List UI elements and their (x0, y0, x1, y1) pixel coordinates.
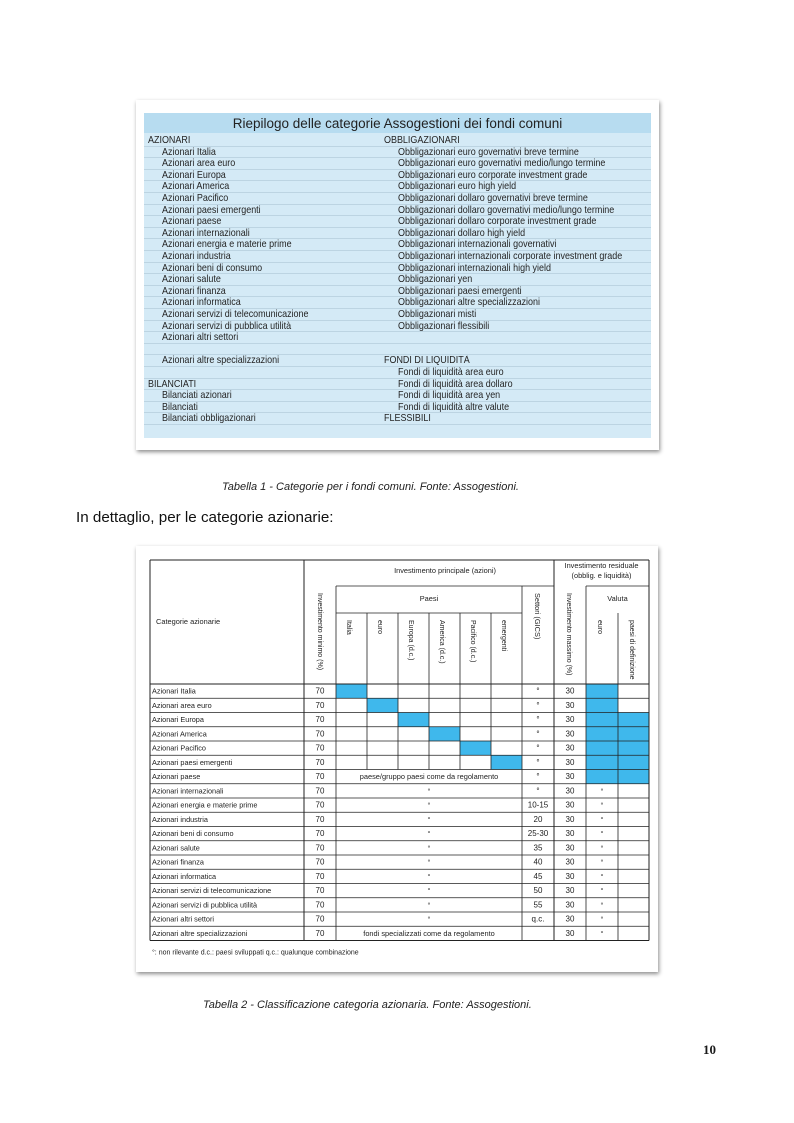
header-country: emergenti (500, 620, 507, 652)
azionari-item: Azionari energia e materie prime (162, 239, 292, 251)
row-span: ° (427, 857, 431, 867)
highlight-cell (586, 713, 618, 727)
row-min: 70 (315, 715, 325, 725)
obbligazionari-item: Obbligazionari paesi emergenti (398, 285, 522, 297)
row-divider (144, 192, 651, 193)
bilanciati-item: Bilanciati azionari (162, 390, 232, 402)
azionari-item: Azionari internazionali (162, 227, 250, 239)
row-valuta: ° (600, 886, 604, 896)
table1-panel (144, 113, 651, 438)
azionari-item: Azionari altri settori (162, 332, 239, 344)
highlight-cell (367, 698, 398, 712)
row-min: 70 (315, 900, 325, 910)
row-divider (144, 424, 651, 425)
row-min: 70 (315, 700, 325, 710)
row-min: 70 (315, 786, 325, 796)
row-name: Azionari beni di consumo (152, 829, 234, 839)
row-divider (144, 250, 651, 251)
obbligazionari-item: Obbligazionari flessibili (398, 320, 490, 332)
row-max: 30 (565, 686, 575, 696)
highlight-cell (618, 741, 649, 755)
row-span: ° (427, 886, 431, 896)
row-divider (144, 169, 651, 170)
azionari-item: Azionari paesi emergenti (162, 204, 261, 216)
row-divider (144, 331, 651, 332)
row-settori: 50 (533, 886, 543, 896)
header-investimento-principale: Investimento principale (azioni) (394, 566, 496, 575)
azionari-item: Azionari finanza (162, 285, 226, 297)
row-name: Azionari Pacifico (152, 743, 206, 753)
highlight-cell (586, 755, 618, 769)
header-investimento-massimo: Investimento massimo (%) (565, 593, 572, 676)
highlight-cell (491, 755, 522, 769)
row-settori: 40 (533, 857, 543, 867)
row-min: 70 (315, 743, 325, 753)
row-divider (144, 273, 651, 274)
header-paesi: Paesi (419, 594, 439, 603)
row-valuta: ° (600, 857, 604, 867)
bilanciati-item: Bilanciati (162, 401, 198, 413)
row-name: Azionari altre specializzazioni (152, 928, 248, 938)
row-settori: 10-15 (527, 800, 549, 810)
row-divider (144, 412, 651, 413)
row-divider (144, 227, 651, 228)
highlight-cell (586, 727, 618, 741)
row-span: ° (427, 843, 431, 853)
row-max: 30 (565, 772, 575, 782)
row-name: Azionari area euro (152, 700, 212, 710)
row-min: 70 (315, 800, 325, 810)
row-min: 70 (315, 814, 325, 824)
row-divider (144, 285, 651, 286)
row-span: ° (427, 800, 431, 810)
row-min: 70 (315, 686, 325, 696)
row-name: Azionari paesi emergenti (152, 757, 233, 767)
highlight-cell (460, 741, 491, 755)
header-country: Europa (d.c.) (407, 620, 414, 661)
row-divider (144, 401, 651, 402)
azionari-item: Azionari Italia (162, 146, 216, 158)
row-max: 30 (565, 814, 575, 824)
row-divider (144, 354, 651, 355)
row-min: 70 (315, 829, 325, 839)
obbligazionari-item: Obbligazionari euro governativi medio/lungo termine (398, 158, 606, 170)
obbligazionari-item: Obbligazionari euro corporate investment grade (398, 169, 588, 181)
row-max: 30 (565, 729, 575, 739)
row-valuta: ° (600, 786, 604, 796)
bilanciati-header: BILANCIATI (148, 378, 197, 390)
row-span: ° (427, 914, 431, 924)
row-settori: ° (536, 700, 540, 710)
highlight-cell (618, 755, 649, 769)
row-max: 30 (565, 829, 575, 839)
row-max: 30 (565, 700, 575, 710)
highlight-cell (586, 684, 618, 698)
row-min: 70 (315, 843, 325, 853)
row-settori: ° (536, 772, 540, 782)
header-country: Pacifico (d.c.) (469, 620, 476, 663)
row-settori: ° (536, 757, 540, 767)
row-name: Azionari internazionali (152, 786, 224, 796)
azionari-item: Azionari industria (162, 251, 231, 262)
row-max: 30 (565, 857, 575, 867)
azionari-header: AZIONARI (148, 135, 191, 146)
row-name: Azionari salute (152, 843, 200, 853)
row-max: 30 (565, 743, 575, 753)
row-span: ° (427, 871, 431, 881)
row-max: 30 (565, 928, 575, 938)
row-divider (144, 180, 651, 181)
highlight-cell (398, 713, 429, 727)
obbligazionari-item: Obbligazionari internazionali governativi (398, 239, 557, 251)
row-settori: ° (536, 743, 540, 753)
table1-figure (136, 100, 659, 450)
header-categorie: Categorie azionarie (156, 617, 221, 626)
azionari-item: Azionari informatica (162, 297, 241, 309)
liquidita-header: FONDI DI LIQUIDITÀ (384, 355, 470, 367)
row-settori: ° (536, 729, 540, 739)
table1-title: Riepilogo delle categorie Assogestioni dei fondi comuni (144, 113, 651, 133)
row-min: 70 (315, 757, 325, 767)
highlight-cell (586, 741, 618, 755)
azionari-item: Azionari Europa (162, 169, 226, 181)
page-number: 10 (703, 1042, 716, 1057)
row-span: ° (427, 900, 431, 910)
obbligazionari-item: Obbligazionari euro governativi breve termine (398, 146, 579, 158)
row-max: 30 (565, 786, 575, 796)
row-min: 70 (315, 729, 325, 739)
caption-table2: Tabella 2 - Classificazione categoria azionaria. Fonte: Assogestioni. (203, 999, 532, 1011)
row-min: 70 (315, 871, 325, 881)
row-name: Azionari servizi di telecomunicazione (152, 886, 272, 896)
row-valuta: ° (600, 914, 604, 924)
liquidita-item: Fondi di liquidità area euro (398, 367, 504, 378)
row-divider (144, 146, 651, 147)
header-country: euro (376, 620, 383, 635)
row-valuta: ° (600, 800, 604, 810)
paragraph-intro: In dettaglio, per le categorie azionarie: (76, 509, 334, 526)
row-divider (144, 389, 651, 390)
liquidita-item: Fondi di liquidità area dollaro (398, 378, 513, 390)
row-span: ° (427, 814, 431, 824)
row-settori: q.c. (531, 914, 545, 924)
highlight-cell (586, 770, 618, 784)
row-max: 30 (565, 900, 575, 910)
azionari-item: Azionari servizi di pubblica utilità (162, 320, 292, 332)
row-span: fondi specializzati come da regolamento (363, 928, 495, 938)
row-max: 30 (565, 843, 575, 853)
obbligazionari-item: Obbligazionari euro high yield (398, 181, 517, 193)
row-span: ° (427, 829, 431, 839)
row-divider (144, 378, 651, 379)
azionari-item: Azionari area euro (162, 158, 236, 170)
row-name: Azionari energia e materie prime (152, 800, 258, 810)
row-divider (144, 157, 651, 158)
row-divider (144, 308, 651, 309)
header-investimento-residuale: Investimento residuale (564, 561, 639, 570)
obbligazionari-item: Obbligazionari altre specializzazioni (398, 297, 541, 309)
caption-table1: Tabella 1 - Categorie per i fondi comuni. Fonte: Assogestioni. (222, 481, 519, 493)
obbligazionari-item: Obbligazionari dollaro governativi breve termine (398, 193, 588, 204)
highlight-cell (336, 684, 367, 698)
row-min: 70 (315, 928, 325, 938)
header-settori: Settori (GICS) (533, 593, 542, 640)
row-max: 30 (565, 715, 575, 725)
row-settori: ° (536, 686, 540, 696)
header-valuta: Valuta (607, 594, 628, 603)
row-divider (144, 320, 651, 321)
obbligazionari-item: Obbligazionari dollaro governativi medio/lungo termine (398, 204, 615, 216)
row-valuta: ° (600, 928, 604, 938)
row-name: Azionari altri settori (152, 914, 215, 924)
row-name: Azionari Italia (152, 686, 196, 696)
row-divider (144, 238, 651, 239)
row-valuta: ° (600, 900, 604, 910)
azionari-item: Azionari beni di consumo (162, 262, 263, 274)
header-investimento-residuale-2: (obblig. e liquidità) (571, 571, 632, 580)
header-country: Italia (345, 620, 352, 635)
row-settori: ° (536, 786, 540, 796)
obbligazionari-item: Obbligazionari yen (398, 274, 473, 286)
row-span: ° (427, 786, 431, 796)
liquidita-item: Fondi di liquidità altre valute (398, 401, 510, 413)
row-valuta: ° (600, 814, 604, 824)
row-settori: 35 (533, 843, 543, 853)
azionari-item: Azionari altre specializzazioni (162, 355, 280, 367)
azionari-item: Azionari salute (162, 274, 221, 286)
azionari-item: Azionari Pacifico (162, 193, 229, 204)
row-valuta: ° (600, 829, 604, 839)
row-name: Azionari industria (152, 814, 208, 824)
header-valuta-euro: euro (596, 620, 603, 635)
row-divider (144, 204, 651, 205)
row-valuta: ° (600, 843, 604, 853)
row-divider (144, 366, 651, 367)
row-settori: 25-30 (527, 829, 549, 839)
obbligazionari-item: Obbligazionari misti (398, 309, 477, 320)
table2-footnote: °: non rilevante d.c.: paesi sviluppati q.c.: qualunque combinazione (152, 949, 359, 957)
row-name: Azionari Europa (152, 715, 204, 725)
flessibili-header: FLESSIBILI (384, 413, 431, 425)
row-divider (144, 262, 651, 263)
azionari-item: Azionari servizi di telecomunicazione (162, 309, 309, 320)
row-name: Azionari paese (152, 772, 201, 782)
header-valuta-paesi: paesi di definizione (628, 620, 635, 680)
row-settori: 55 (533, 900, 543, 910)
row-settori: 45 (533, 871, 543, 881)
obbligazionari-item: Obbligazionari dollaro corporate investment grade (398, 216, 597, 228)
row-name: Azionari America (152, 729, 207, 739)
row-name: Azionari servizi di pubblica utilità (152, 900, 258, 910)
obbligazionari-item: Obbligazionari internazionali corporate investment grade (398, 251, 623, 262)
row-settori: ° (536, 715, 540, 725)
bilanciati-item: Bilanciati obbligazionari (162, 413, 256, 425)
row-span: paese/gruppo paesi come da regolamento (359, 772, 499, 782)
row-min: 70 (315, 857, 325, 867)
row-max: 30 (565, 757, 575, 767)
row-min: 70 (315, 772, 325, 782)
row-min: 70 (315, 886, 325, 896)
obbligazionari-header: OBBLIGAZIONARI (384, 135, 460, 146)
highlight-cell (586, 698, 618, 712)
azionari-item: Azionari America (162, 181, 230, 193)
table2-svg (136, 546, 658, 972)
azionari-item: Azionari paese (162, 216, 222, 228)
row-min: 70 (315, 914, 325, 924)
header-country: America (d.c.) (438, 620, 445, 664)
obbligazionari-item: Obbligazionari dollaro high yield (398, 227, 526, 239)
row-max: 30 (565, 800, 575, 810)
row-divider (144, 296, 651, 297)
highlight-cell (618, 713, 649, 727)
liquidita-item: Fondi di liquidità area yen (398, 390, 501, 402)
row-settori: 20 (533, 814, 543, 824)
obbligazionari-item: Obbligazionari internazionali high yield (398, 262, 551, 274)
highlight-cell (429, 727, 460, 741)
table2-figure (136, 546, 658, 972)
highlight-cell (618, 727, 649, 741)
row-max: 30 (565, 886, 575, 896)
highlight-cell (618, 770, 649, 784)
row-divider (144, 215, 651, 216)
row-valuta: ° (600, 871, 604, 881)
row-divider (144, 343, 651, 344)
row-max: 30 (565, 914, 575, 924)
row-name: Azionari informatica (152, 871, 217, 881)
row-name: Azionari finanza (152, 857, 204, 867)
row-max: 30 (565, 871, 575, 881)
header-investimento-minimo: Investimento minimo (%) (316, 593, 323, 671)
